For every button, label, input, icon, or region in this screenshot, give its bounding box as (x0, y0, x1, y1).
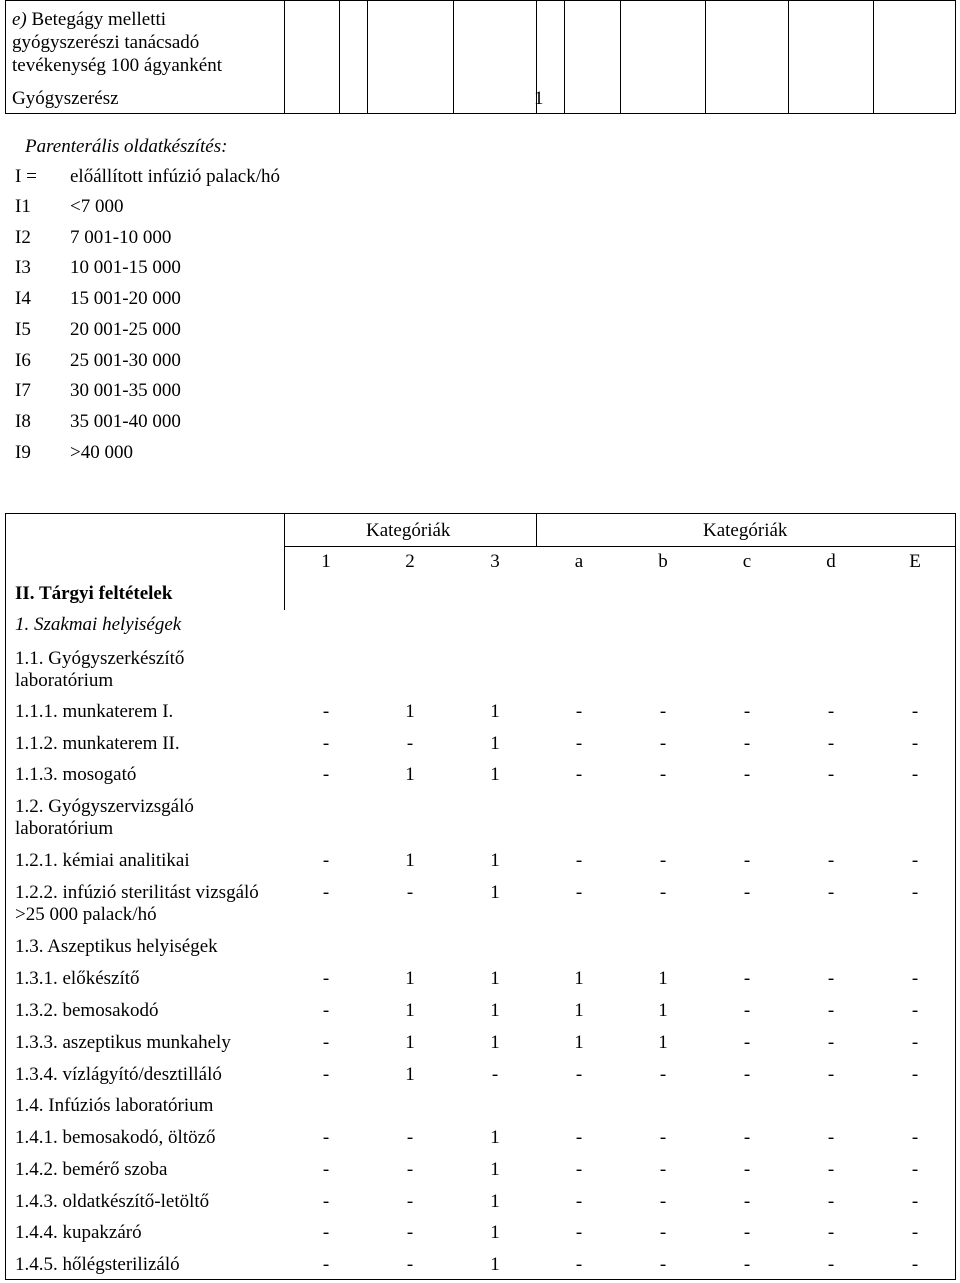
row-cell: - (911, 701, 919, 722)
row-cell: - (911, 1032, 919, 1053)
heading-line2: gyógyszerészi tanácsadó (12, 32, 200, 53)
range-code: I7 (15, 380, 31, 402)
row-label: 1.1. Gyógyszerkészítő (15, 648, 185, 669)
row-cell: - (575, 1127, 583, 1148)
row-label: 1.3.3. aszeptikus munkahely (15, 1032, 231, 1053)
row-cell: 1 (490, 1127, 500, 1148)
row-cell: - (743, 1032, 751, 1053)
column-header: d (826, 551, 836, 572)
row-cell: 1 (658, 1000, 668, 1021)
row-cell: - (575, 701, 583, 722)
pharmacist-value: 1 (534, 88, 544, 109)
row-cell: 1 (490, 968, 500, 989)
row-cell: - (659, 882, 667, 903)
row-cell: 1 (574, 1000, 584, 1021)
row-cell: - (322, 701, 330, 722)
row-cell: - (575, 882, 583, 903)
row-cell: - (743, 1191, 751, 1212)
row-cell: 1 (490, 1000, 500, 1021)
range-code: I2 (15, 226, 31, 248)
column-header: b (658, 551, 668, 572)
row-cell: - (827, 764, 835, 785)
row-label: 1.2. Gyógyszervizsgáló (15, 796, 194, 817)
range-value: 7 001-10 000 (70, 226, 172, 248)
heading-line3: tevékenység 100 ágyanként (12, 55, 222, 76)
heading-text: Betegágy melletti (31, 9, 167, 30)
range-value: >40 000 (70, 441, 133, 463)
row-cell: 1 (490, 882, 500, 903)
row-cell: - (406, 1254, 414, 1275)
row-label: 1.4.5. hőlégsterilizáló (15, 1254, 180, 1275)
row-cell: - (491, 1064, 499, 1085)
row-cell: - (743, 850, 751, 871)
row-cell: - (659, 1064, 667, 1085)
row-cell: 1 (405, 764, 415, 785)
row-cell: - (659, 733, 667, 754)
row-cell: 1 (405, 1064, 415, 1085)
row-cell: 1 (405, 968, 415, 989)
range-value: 35 001-40 000 (70, 410, 181, 432)
row-cell: - (911, 764, 919, 785)
row-cell: - (827, 1159, 835, 1180)
row-cell: - (322, 764, 330, 785)
row-label: 1.3. Aszeptikus helyiségek (15, 936, 218, 957)
row-label: 1.4. Infúziós laboratórium (15, 1095, 214, 1116)
row-cell: - (406, 1222, 414, 1243)
row-cell: - (743, 968, 751, 989)
range-code: I6 (15, 349, 31, 371)
row-cell: - (911, 850, 919, 871)
row-cell: - (743, 733, 751, 754)
row-cell: 1 (490, 850, 500, 871)
row-cell: - (575, 1191, 583, 1212)
row-cell: - (322, 1064, 330, 1085)
row-cell: - (575, 1159, 583, 1180)
row-label: 1.4.4. kupakzáró (15, 1222, 142, 1243)
heading-letter: e) (12, 9, 27, 30)
row-cell: - (827, 1254, 835, 1275)
range-code: I5 (15, 318, 31, 340)
row-cell: - (322, 1159, 330, 1180)
row-cell: - (827, 882, 835, 903)
row-cell: - (322, 1127, 330, 1148)
row-cell: 1 (490, 1254, 500, 1275)
row-label-continued: laboratórium (15, 818, 114, 839)
row-cell: - (322, 968, 330, 989)
row-cell: - (827, 968, 835, 989)
range-value: 15 001-20 000 (70, 288, 181, 310)
row-label: 1.1.3. mosogató (15, 764, 137, 785)
row-cell: - (322, 1222, 330, 1243)
row-cell: - (322, 733, 330, 754)
row-cell: - (743, 1222, 751, 1243)
row-label: 1.4.3. oldatkészítő-letöltő (15, 1191, 210, 1212)
row-label: 1.3.4. vízlágyító/desztilláló (15, 1064, 222, 1085)
row-cell: - (659, 764, 667, 785)
range-code: I4 (15, 288, 31, 310)
column-header: a (574, 551, 584, 572)
row-cell: - (659, 850, 667, 871)
row-label: 1.2.1. kémiai analitikai (15, 850, 190, 871)
column-header: 3 (490, 551, 500, 572)
row-cell: - (911, 1000, 919, 1021)
row-cell: - (827, 1032, 835, 1053)
row-cell: - (911, 882, 919, 903)
row-cell: - (406, 1191, 414, 1212)
row-cell: - (743, 764, 751, 785)
column-header: 1 (321, 551, 331, 572)
range-code: I8 (15, 410, 31, 432)
range-code: I1 (15, 196, 31, 217)
row-cell: - (659, 1254, 667, 1275)
row-cell: - (911, 1191, 919, 1212)
row-cell: - (322, 1000, 330, 1021)
range-value: 10 001-15 000 (70, 257, 181, 279)
row-cell: - (659, 1191, 667, 1212)
range-value: <7 000 (70, 196, 124, 217)
row-cell: - (827, 701, 835, 722)
row-cell: - (743, 1127, 751, 1148)
row-label-continued: laboratórium (15, 670, 114, 691)
heading-line1 (12, 9, 166, 31)
column-header: c (742, 551, 752, 572)
row-cell: - (743, 882, 751, 903)
row-cell: - (827, 1222, 835, 1243)
row-cell: - (827, 850, 835, 871)
column-header: 2 (405, 551, 415, 572)
row-label-continued: >25 000 palack/hó (15, 904, 157, 925)
row-cell: - (322, 882, 330, 903)
row-cell: 1 (658, 968, 668, 989)
row-cell: - (827, 1064, 835, 1085)
row-cell: - (911, 1254, 919, 1275)
range-code: I3 (15, 257, 31, 279)
subsection-title: 1. Szakmai helyiségek (15, 614, 182, 635)
parenteral-title: Parenterális oldatkészítés: (25, 136, 228, 157)
row-cell: - (911, 1127, 919, 1148)
row-cell: - (911, 1222, 919, 1243)
row-cell: - (827, 1191, 835, 1212)
row-label: 1.4.2. bemérő szoba (15, 1159, 168, 1180)
row-cell: - (659, 1159, 667, 1180)
range-code: I9 (15, 441, 31, 463)
row-cell: - (743, 1064, 751, 1085)
row-cell: - (743, 701, 751, 722)
row-cell: - (322, 850, 330, 871)
row-cell: - (322, 1191, 330, 1212)
row-cell: - (743, 1254, 751, 1275)
row-cell: - (406, 1127, 414, 1148)
row-cell: - (827, 1000, 835, 1021)
row-cell: - (827, 1127, 835, 1148)
row-cell: - (575, 1064, 583, 1085)
row-cell: - (575, 1222, 583, 1243)
range-value: 20 001-25 000 (70, 318, 181, 340)
row-cell: - (406, 882, 414, 903)
row-cell: - (827, 733, 835, 754)
row-cell: 1 (658, 1032, 668, 1053)
row-cell: - (406, 733, 414, 754)
row-cell: 1 (490, 1159, 500, 1180)
row-cell: - (575, 1254, 583, 1275)
row-label: 1.1.1. munkaterem I. (15, 701, 174, 722)
row-label: 1.3.1. előkészítő (15, 968, 140, 989)
row-cell: 1 (405, 701, 415, 722)
row-cell: - (743, 1159, 751, 1180)
group1-header: Kategóriák (366, 520, 451, 541)
row-cell: - (743, 1000, 751, 1021)
group2-header: Kategóriák (703, 520, 788, 541)
row-label: 1.4.1. bemosakodó, öltöző (15, 1127, 216, 1148)
row-cell: - (659, 1127, 667, 1148)
row-cell: - (659, 1222, 667, 1243)
row-cell: - (911, 968, 919, 989)
row-cell: - (575, 733, 583, 754)
pharmacist-label: Gyógyszerész (12, 88, 119, 109)
row-cell: 1 (490, 733, 500, 754)
section-title: II. Tárgyi feltételek (15, 583, 173, 604)
row-cell: - (659, 701, 667, 722)
row-cell: - (322, 1032, 330, 1053)
row-cell: 1 (490, 764, 500, 785)
row-label: 1.2.2. infúzió sterilitást vizsgáló (15, 882, 259, 903)
row-cell: - (575, 764, 583, 785)
row-cell: 1 (490, 1032, 500, 1053)
row-cell: - (911, 1159, 919, 1180)
row-cell: 1 (574, 1032, 584, 1053)
row-cell: 1 (574, 968, 584, 989)
row-cell: 1 (490, 1191, 500, 1212)
row-cell: - (322, 1254, 330, 1275)
row-cell: - (911, 1064, 919, 1085)
row-cell: - (575, 850, 583, 871)
row-label: 1.3.2. bemosakodó (15, 1000, 159, 1021)
row-cell: - (911, 733, 919, 754)
range-value: 30 001-35 000 (70, 380, 181, 402)
parenteral-def-key: I = (15, 166, 37, 187)
row-cell: 1 (405, 1032, 415, 1053)
parenteral-def-value: előállított infúzió palack/hó (70, 166, 280, 187)
row-cell: - (406, 1159, 414, 1180)
column-header: E (909, 551, 921, 572)
row-cell: 1 (490, 701, 500, 722)
range-value: 25 001-30 000 (70, 349, 181, 371)
row-cell: 1 (405, 1000, 415, 1021)
row-cell: 1 (405, 850, 415, 871)
row-label: 1.1.2. munkaterem II. (15, 733, 180, 754)
row-cell: 1 (490, 1222, 500, 1243)
